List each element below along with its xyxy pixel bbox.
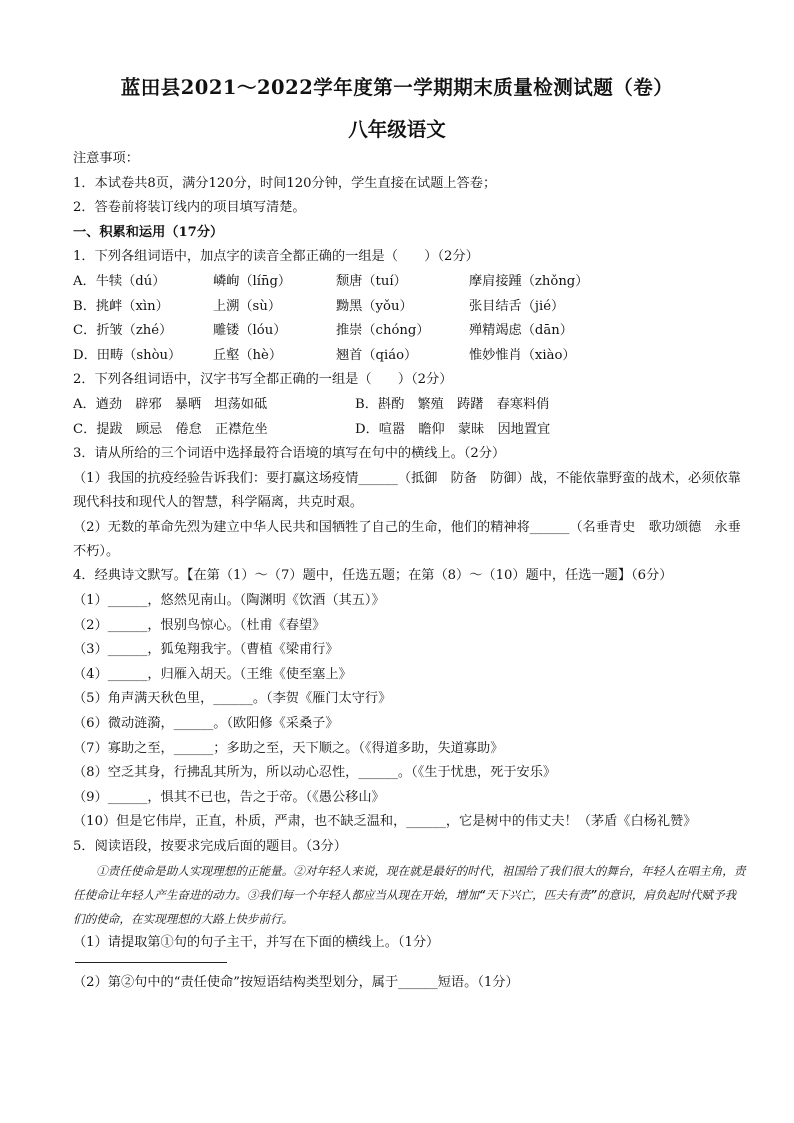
option-word: 惟妙惟肖（xiào）	[469, 347, 576, 363]
option-word: 上溯（sù）	[213, 298, 282, 314]
option-word: 黝黑（yǒu）	[336, 298, 413, 314]
question-2-options-ab	[73, 393, 749, 418]
question-1-stem: 1．下列各组词语中，加点字的读音全都正确的一组是（ ）（2分）	[73, 249, 479, 265]
note-item: 2．答卷前将装订线内的项目填写清楚。	[73, 200, 306, 216]
poem-item: （2）______，恨别鸟惊心。（杜甫《春望》	[73, 617, 326, 633]
option-word: 摩肩接踵（zhǒng）	[469, 273, 589, 289]
question-1-option-a	[73, 270, 749, 295]
poem-item: （7）寡助之至，______；多助之至，天下顺之。（《得道多助，失道寡助》	[73, 740, 504, 756]
question-3-item-2: （2）无数的革命先烈为建立中华人民共和国牺牲了自己的生命，他们的精神将______（名垂青史 歌功颂德 永垂不朽）。	[73, 519, 741, 559]
question-1-option-c	[73, 319, 749, 344]
question-1-option-b	[73, 295, 749, 320]
poem-item: （9）______，惧其不已也，告之于帝。（《愚公移山》	[73, 789, 385, 805]
poem-item: （1）______，悠然见南山。（陶渊明《饮酒（其五）》	[73, 592, 385, 608]
poem-item: （8）空乏其身，行拂乱其所为，所以动心忍性，______。（《生于忧患，死于安乐》	[73, 765, 557, 781]
option-word: 丘壑（hè）	[213, 347, 283, 363]
option-word: C．折皱（zhé）	[73, 323, 173, 339]
option-c: C．提跋 顾忌 倦怠 正襟危坐	[73, 421, 268, 437]
question-5-stem: 5．阅读语段，按要求完成后面的题目。（3分）	[73, 838, 347, 854]
question-4-stem: 4．经典诗文默写。【在第（1）～（7）题中，任选五题；在第（8）～（10）题中，任选一题】（6分）	[73, 568, 673, 584]
poem-item: （6）微动涟漪，______。（欧阳修《采桑子》	[73, 715, 339, 731]
exam-subtitle: 八年级语文	[348, 118, 446, 141]
exam-content	[73, 147, 749, 996]
reading-passage: ①责任使命是助人实现理想的正能量。②对年轻人来说，现在就是最好的时代，祖国给了我们很大的舞台，年轻人在唱主角，责任使命让年轻人产生奋进的动力。③我们每一个年轻人都应当从现在开始，增加“天下兴亡，匹夫有责”的意识，肩负起时代赋予我们的使命，在实现理想的大路上快步前行。	[73, 864, 746, 927]
option-word: 嶙峋（lín̄g）	[213, 273, 292, 289]
poem-item: （4）______，归雁入胡天。（王维《使至塞上》	[73, 666, 352, 682]
question-5-sub-2: （2）第②句中的“责任使命”按短语结构类型划分，属于______短语。（1分）	[73, 975, 519, 991]
poem-item: （10）但是它伟岸，正直，朴质，严肃，也不缺乏温和，______，它是树中的伟丈夫！（茅盾《白杨礼赞》	[73, 814, 697, 830]
option-word: 推崇（chóng）	[336, 323, 430, 339]
poem-item: （3）______，狐兔翔我宇。（曹植《梁甫行》	[73, 642, 339, 658]
question-5-sub-1: （1）请提取第①句的句子主干，并写在下面的横线上。（1分）	[73, 935, 440, 951]
question-3-stem: 3．请从所给的三个词语中选择最符合语境的填写在句中的横线上。（2分）	[73, 446, 506, 462]
answer-line	[75, 962, 227, 963]
option-word: A．牛犊（dú）	[73, 273, 166, 289]
option-word: 殚精竭虑（dān）	[469, 323, 573, 339]
option-word: 张目结舌（jié）	[469, 298, 565, 314]
option-word: D．田畴（shòu）	[73, 347, 182, 363]
option-word: B．挑衅（xìn）	[73, 298, 169, 314]
poem-item: （5）角声满天秋色里，______。（李贺《雁门太守行》	[73, 691, 392, 707]
option-a: A．遒劲 辟邪 暴晒 坦荡如砥	[73, 396, 268, 412]
section-heading: 一、积累和运用（17分）	[73, 224, 224, 240]
question-2-stem: 2．下列各组词语中，汉字书写全都正确的一组是（ ）（2分）	[73, 372, 453, 388]
option-b: B．斟酌 繁殖 踌躇 春寒料俏	[355, 396, 550, 412]
notes-heading: 注意事项：	[73, 151, 139, 166]
option-d: D．喧嚣 瞻仰 蒙昧 因地置宜	[355, 421, 551, 437]
exam-title: 蓝田县2021～2022学年度第一学期期末质量检测试题（卷）	[120, 76, 674, 99]
option-word: 雕镂（lóu）	[213, 323, 287, 339]
note-item: 1．本试卷共8页，满分120分，时间120分钟，学生直接在试题上答卷；	[73, 175, 497, 191]
option-word: 颓唐（tuí）	[336, 273, 407, 289]
question-3-item-1: （1）我国的抗疫经验告诉我们：要打赢这场疫情______（抵御 防备 防御）战，不能依靠野蛮的战术，必须依靠现代科技和现代人的智慧，科学隔离，共克时艰。	[73, 470, 741, 511]
question-2-options-cd	[73, 418, 749, 443]
question-1-option-d	[73, 344, 749, 369]
option-word: 翘首（qiáo）	[336, 347, 418, 363]
